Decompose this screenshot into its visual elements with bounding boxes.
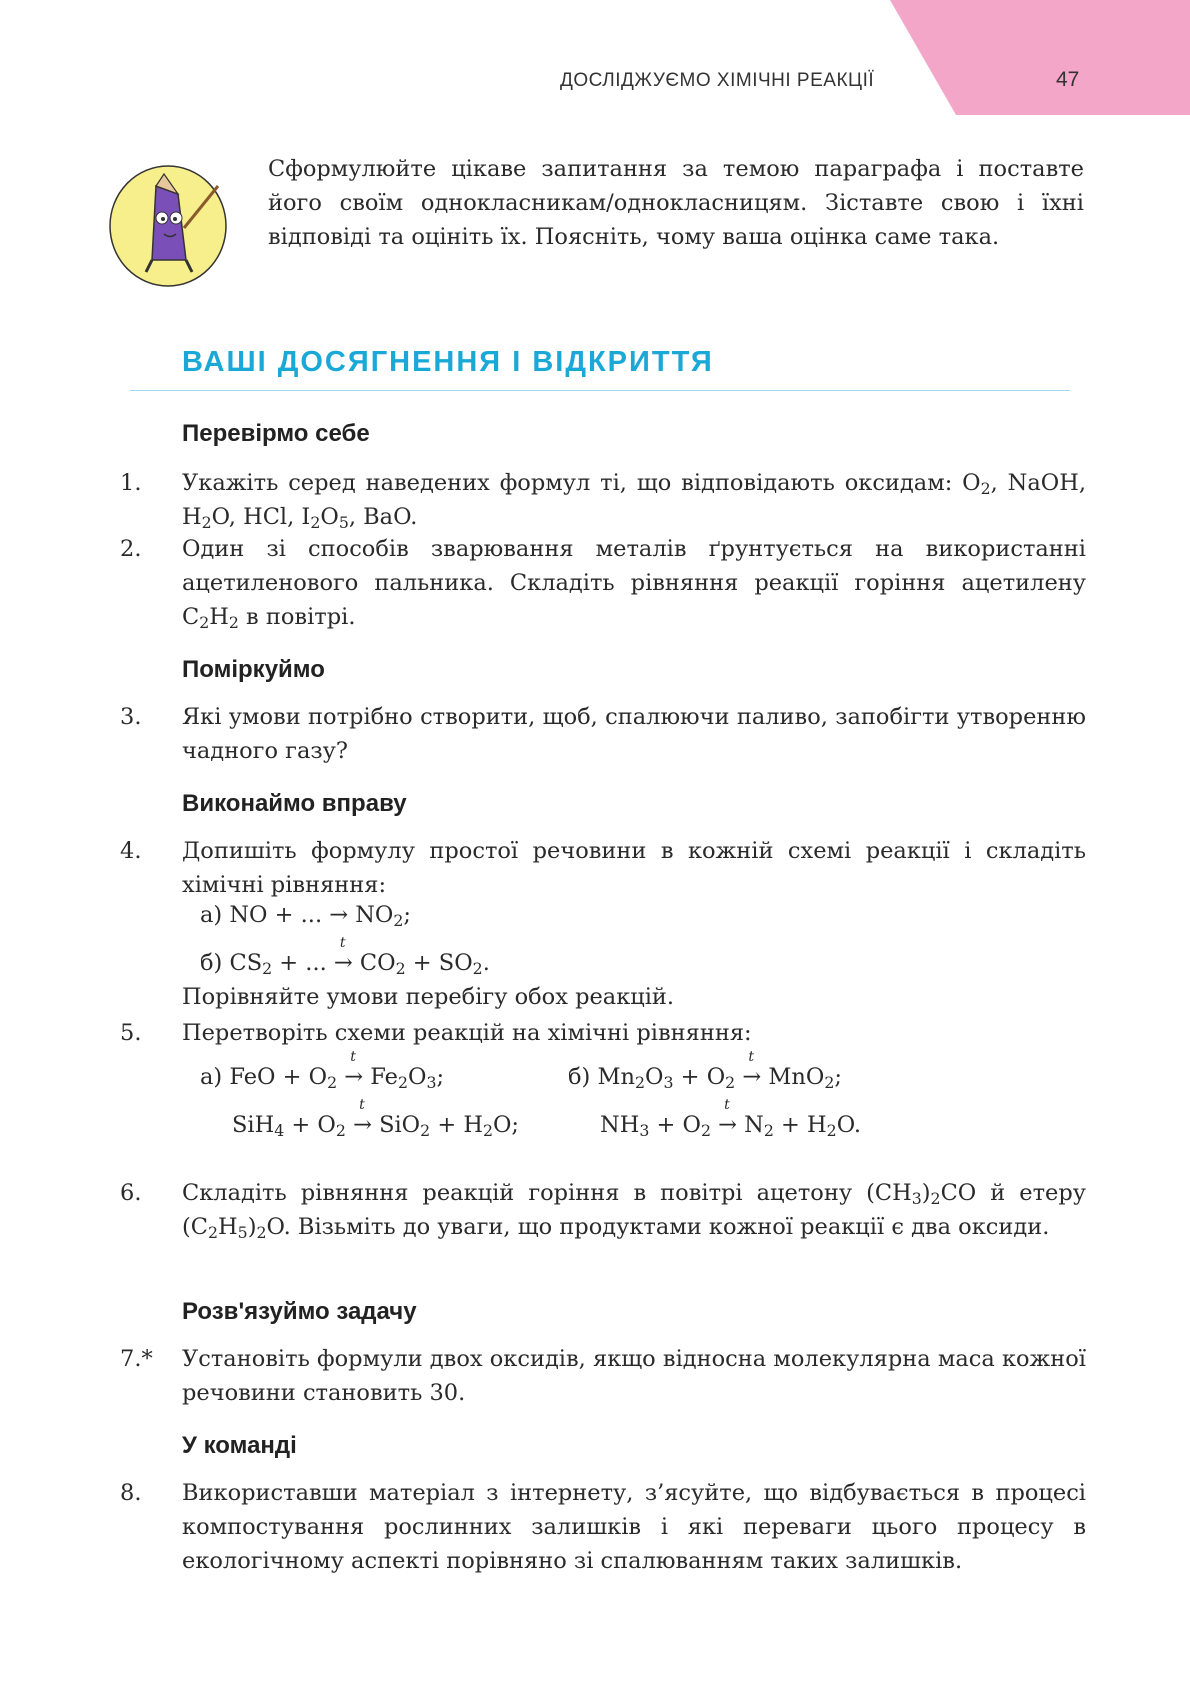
task-number: 1. bbox=[120, 470, 142, 496]
intro-paragraph: Сформулюйте цікаве запитання за темою параграфа і поставте його своїм однокласникам/однокласницям. Зіставте свою і їхні відповіді та оцініть їх. Поясніть, чому ваша оцінка саме така. bbox=[268, 156, 1084, 250]
page-number: 47 bbox=[1056, 68, 1080, 91]
task-text: Перетворіть схеми реакцій на хімічні рівняння: bbox=[182, 1020, 752, 1046]
task-text: Які умови потрібно створити, щоб, спалюючи паливо, запобігти утворенню чадного газу? bbox=[182, 704, 1086, 764]
task-text: Використавши матеріал з інтернету, з’ясуйте, що відбувається в процесі компостування рослинних залишків і які переваги цього процесу в екологічному аспекті порівняно зі спалюванням таких залишків. bbox=[182, 1480, 1086, 1574]
task-3 bbox=[120, 700, 1086, 768]
task-1 bbox=[120, 466, 1086, 534]
task-number: 2. bbox=[120, 536, 142, 562]
subheading-exercise: Виконаймо вправу bbox=[182, 790, 407, 817]
subheading-team: У команді bbox=[182, 1432, 297, 1459]
task-number: 3. bbox=[120, 704, 142, 730]
scheme-5a2: $SiH_4 + O_2$ → t $SiO_2 + H_2O$; bbox=[232, 1097, 520, 1140]
scheme-5b1: б) $Mn_2O_3 + O_2$ → t MnO$_2$; bbox=[568, 1049, 842, 1092]
subheading-think: Поміркуймо bbox=[182, 656, 325, 683]
pencil-mascot-icon bbox=[108, 164, 228, 288]
task-4-compare: Порівняйте умови перебігу обох реакцій. bbox=[182, 984, 675, 1010]
task-6 bbox=[120, 1176, 1086, 1244]
task-text: Один зі способів зварювання металів ґрунтується на використанні ацетиленового пальника. Складіть рівняння реакції горіння ацетилену $C_2H_2$ в повітрі. bbox=[182, 536, 1086, 632]
page-corner-decoration bbox=[890, 0, 1190, 115]
task-number: 4. bbox=[120, 838, 142, 864]
task-2 bbox=[120, 532, 1086, 634]
task-5 bbox=[120, 1016, 1086, 1050]
section-title: ВАШІ ДОСЯГНЕННЯ І ВІДКРИТТЯ bbox=[182, 346, 714, 378]
task-7 bbox=[120, 1342, 1086, 1410]
task-number: 6. bbox=[120, 1180, 142, 1206]
task-4 bbox=[120, 834, 1086, 902]
scheme-4a: а) NO + ... → $NO_2$; bbox=[200, 902, 412, 930]
running-head: ДОСЛІДЖУЄМО ХІМІЧНІ РЕАКЦІЇ bbox=[560, 70, 875, 91]
subheading-problem: Розв'язуймо задачу bbox=[182, 1298, 417, 1325]
section-divider bbox=[130, 390, 1070, 391]
task-text: Допишіть формулу простої речовини в кожній схемі реакції і складіть хімічні рівняння: bbox=[182, 838, 1086, 898]
scheme-4b: б) $CS_2$ + ... → t $CO_2 + SO_2$. bbox=[200, 935, 490, 978]
task-8 bbox=[120, 1476, 1086, 1578]
scheme-5b2: $NH_3 + O_2$ → t $N_2 + H_2O$. bbox=[600, 1097, 861, 1140]
scheme-5a1: а) FeO + $O_2$ → t $Fe_2O_3$; bbox=[200, 1049, 445, 1092]
task-text: Установіть формули двох оксидів, якщо відносна молекулярна маса кожної речовини становить 30. bbox=[182, 1346, 1086, 1406]
subheading-check: Перевірмо себе bbox=[182, 420, 370, 447]
task-text: Укажіть серед наведених формул ті, що відповідають оксидам: $O_2$, NaOH, $H_2O$, HCl, $I_2O_5$, BaO. bbox=[182, 470, 1086, 532]
task-number: 8. bbox=[120, 1480, 142, 1506]
task-text: Складіть рівняння реакцій горіння в повітрі ацетону $(CH_3)_2CO$ й етеру $(C_2H_5)_2O$. Візьміть до уваги, що продуктами кожної реакції є два оксиди. bbox=[182, 1180, 1086, 1242]
task-number: 5. bbox=[120, 1020, 142, 1046]
task-number: 7.* bbox=[120, 1346, 153, 1372]
